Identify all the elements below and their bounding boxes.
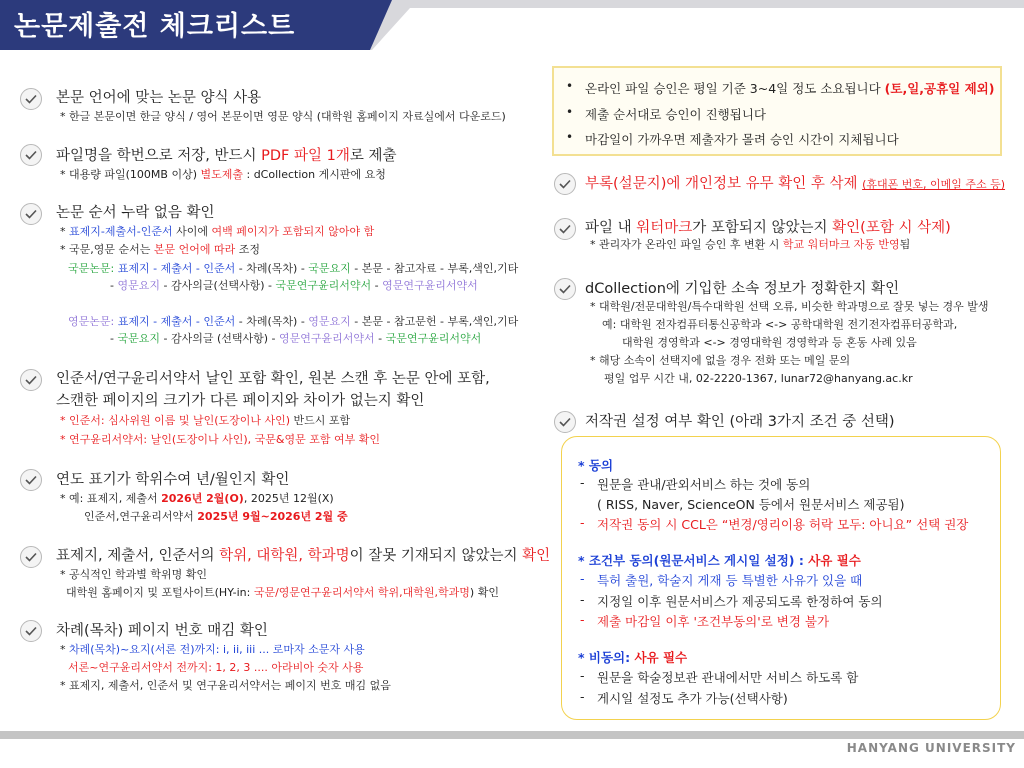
university-logo: HANYANG UNIVERSITY <box>846 741 1016 755</box>
order-english-line2: - 국문요지 - 감사의글 (선택사항) - 영문연구윤리서약서 - 국문연구윤리서약서 <box>110 332 482 345</box>
bullet-icon: • <box>566 79 574 93</box>
section-note: 예: 대학원 전자컴퓨터통신공학과 <-> 공학대학원 전기전자컴퓨터공학과, <box>602 318 958 331</box>
section-heading: 저작권 설정 여부 확인 (아래 3가지 조건 중 선택) <box>585 414 895 430</box>
section-note: 서론~연구윤리서약서 전까지: 1, 2, 3 .... 아라비아 숫자 사용 <box>68 661 364 674</box>
checkmark-icon <box>20 369 42 391</box>
section-note: * 공식적인 학과별 학위명 확인 <box>60 568 207 581</box>
dash-icon: - <box>580 689 585 704</box>
order-korean-line2: - 영문요지 - 감사의글(선택사항) - 국문연구윤리서약서 - 영문연구윤리서약서 <box>110 279 478 292</box>
order-english-line1: 영문논문: 표제지 - 제출서 - 인준서 - 차례(목차) - 영문요지 - 본문 - 참고문헌 - 부록,색인,기타 <box>68 315 519 328</box>
section-note: 평일 업무 시간 내, 02-2220-1367, lunar72@hanyang.ac.kr <box>604 372 913 385</box>
checkmark-icon <box>20 469 42 491</box>
section-note: 대학원 경영학과 <-> 경영대학원 경영학과 등 혼동 사례 있음 <box>622 336 917 349</box>
dash-icon: - <box>580 612 585 627</box>
checkmark-icon <box>554 173 576 195</box>
section-note: * 국문,영문 순서는 본문 언어에 따라 조정 <box>60 243 260 256</box>
section-note: * 인준서: 심사위원 이름 및 날인(도장이나 사인) 반드시 포함 <box>60 414 351 427</box>
section-note: * 연구윤리서약서: 날인(도장이나 사인), 국문&영문 포함 여부 확인 <box>60 433 380 446</box>
option-agree-title: * 동의 <box>578 458 614 473</box>
section-heading: 파일명을 학번으로 저장, 반드시 PDF 파일 1개로 제출 <box>56 148 397 164</box>
option-conditional-title: * 조건부 동의(원문서비스 게시일 설정) : 사유 필수 <box>578 553 861 568</box>
section-heading: 차례(목차) 페이지 번호 매김 확인 <box>56 623 268 639</box>
checkmark-icon <box>20 620 42 642</box>
notice-item: 제출 순서대로 승인이 진행됩니다 <box>585 107 766 122</box>
checkmark-icon <box>20 203 42 225</box>
checkmark-icon <box>554 411 576 433</box>
checkmark-icon <box>20 144 42 166</box>
section-heading: 부록(설문지)에 개인정보 유무 확인 후 삭제 (휴대폰 번호, 이메일 주소 등) <box>585 176 1006 192</box>
checkmark-icon <box>20 546 42 568</box>
section-note: * 대학원/전문대학원/특수대학원 선택 오류, 비슷한 학과명으로 잘못 넣는 경우 발생 <box>590 300 989 313</box>
section-note: * 차례(목차)~요지(서론 전)까지: i, ii, iii ... 로마자 소문자 사용 <box>60 643 365 656</box>
option-line: 원문을 학술정보관 관내에서만 서비스 하도록 함 <box>597 670 859 685</box>
dash-icon: - <box>580 668 585 683</box>
section-note: * 대용량 파일(100MB 이상) 별도제출 : dCollection 게시판에 요청 <box>60 168 386 181</box>
notice-item: 마감일이 가까우면 제출자가 몰려 승인 시간이 지체됩니다 <box>585 132 899 147</box>
option-line: 저작권 동의 시 CCL은 “변경/영리이용 허락 모두: 아니요” 선택 권장 <box>597 517 969 532</box>
section-note: * 관리자가 온라인 파일 승인 후 변환 시 학교 워터마크 자동 반영됨 <box>590 238 911 251</box>
section-heading: 파일 내 워터마크가 포함되지 않았는지 확인(포함 시 삭제) <box>585 220 951 236</box>
option-line: 원문을 관내/관외서비스 하는 것에 동의 <box>597 477 811 492</box>
section-note: * 한글 본문이면 한글 양식 / 영어 본문이면 영문 양식 (대학원 홈페이지 자료실에서 다운로드) <box>60 110 506 123</box>
checkmark-icon <box>20 88 42 110</box>
option-line: ( RISS, Naver, ScienceON 등에서 원문서비스 제공됨) <box>597 497 905 512</box>
section-note: 대학원 홈페이지 및 포털사이트(HY-in: 국문/영문연구윤리서약서 학위,대학원,학과명) 확인 <box>66 586 499 599</box>
page-title: 논문제출전 체크리스트 <box>14 11 296 42</box>
section-heading: dCollection에 기입한 소속 정보가 정확한지 확인 <box>585 281 900 297</box>
section-heading: 표제지, 제출서, 인준서의 학위, 대학원, 학과명이 잘못 기재되지 않았는지 확인 <box>56 548 551 564</box>
section-note: * 표제지-제출서-인준서 사이에 여백 페이지가 포함되지 않아야 함 <box>60 225 375 238</box>
option-line: 지정일 이후 원문서비스가 제공되도록 한정하여 동의 <box>597 594 883 609</box>
order-korean-line1: 국문논문: 표제지 - 제출서 - 인준서 - 차례(목차) - 국문요지 - 본문 - 참고자료 - 부록,색인,기타 <box>68 262 519 275</box>
section-heading: 스캔한 페이지의 크기가 다른 페이지와 차이가 없는지 확인 <box>56 393 425 409</box>
option-line: 게시일 설정도 추가 가능(선택사항) <box>597 691 788 706</box>
dash-icon: - <box>580 592 585 607</box>
section-heading: 본문 언어에 맞는 논문 양식 사용 <box>56 90 262 106</box>
bullet-icon: • <box>566 130 574 144</box>
bullet-icon: • <box>566 105 574 119</box>
option-disagree-title: * 비동의: 사유 필수 <box>578 650 688 665</box>
footer-bar <box>0 731 1024 739</box>
section-note: * 표제지, 제출서, 인준서 및 연구윤리서약서는 페이지 번호 매김 없음 <box>60 679 391 692</box>
section-note: * 해당 소속이 선택지에 없을 경우 전화 또는 메일 문의 <box>590 354 851 367</box>
checkmark-icon <box>554 278 576 300</box>
section-heading: 연도 표기가 학위수여 년/월인지 확인 <box>56 472 290 488</box>
dash-icon: - <box>580 475 585 490</box>
notice-item: 온라인 파일 승인은 평일 기준 3~4일 정도 소요됩니다 (토,일,공휴일 제외) <box>585 81 995 96</box>
dash-icon: - <box>580 515 585 530</box>
checkmark-icon <box>554 218 576 240</box>
option-line: 특허 출원, 학술지 게재 등 특별한 사유가 있을 때 <box>597 573 863 588</box>
dash-icon: - <box>580 571 585 586</box>
option-line: 제출 마감일 이후 '조건부동의'로 변경 불가 <box>597 614 830 629</box>
section-note: 인준서,연구윤리서약서 2025년 9월~2026년 2월 중 <box>84 510 348 523</box>
section-heading: 논문 순서 누락 없음 확인 <box>56 205 215 221</box>
section-heading: 인준서/연구윤리서약서 날인 포함 확인, 원본 스캔 후 논문 안에 포함, <box>56 371 490 387</box>
section-note: * 예: 표제지, 제출서 2026년 2월(O), 2025년 12월(X) <box>60 492 334 505</box>
